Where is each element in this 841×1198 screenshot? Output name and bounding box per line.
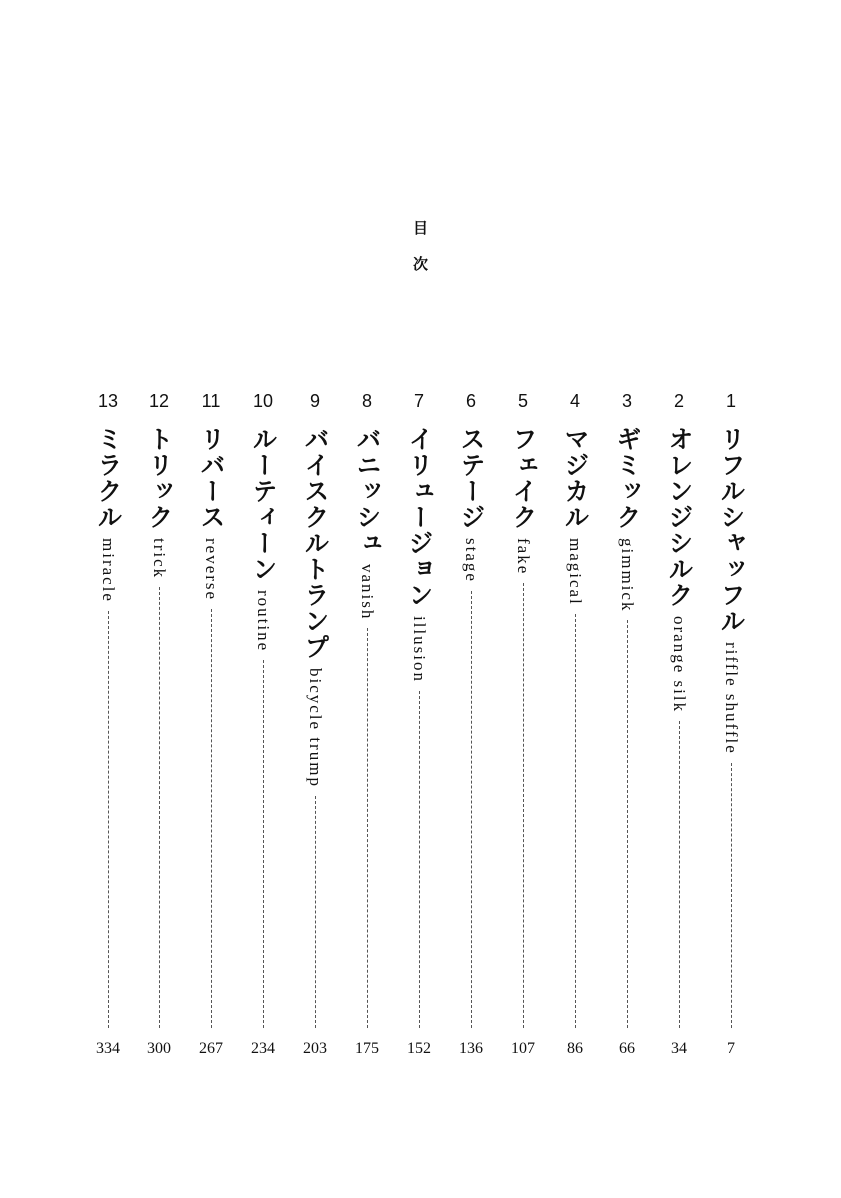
toc-entry-12[interactable] [137,388,181,1068]
toc-entry-5[interactable] [501,388,545,1068]
toc-entry-9[interactable] [293,388,337,1068]
toc-entry-13[interactable] [86,388,130,1068]
chapter-title-jp: ギミック [613,426,642,530]
page-number: 66 [619,1040,635,1057]
chapter-title-en: illusion [410,616,429,684]
chapter-title-en: vanish [358,564,377,621]
page-number: 34 [671,1040,687,1057]
chapter-number: 12 [148,391,170,411]
chapter-number: 5 [517,391,528,411]
page-number: 300 [147,1040,171,1057]
dotted-leader [211,609,212,1028]
dotted-leader [108,611,109,1028]
chapter-title-en: miracle [99,538,118,603]
chapter-title-jp: オレンジシルク [665,426,694,608]
page-number: 7 [727,1040,735,1057]
chapter-number: 6 [465,391,476,411]
chapter-title-en: reverse [202,538,221,602]
chapter-title-jp: ステージ [457,426,486,530]
dotted-leader [575,614,576,1028]
chapter-number: 13 [97,391,119,411]
chapter-title-jp: トリック [145,426,174,530]
dotted-leader [315,796,316,1028]
toc-entry-10[interactable] [241,388,285,1068]
toc-entry-3[interactable] [605,388,649,1068]
toc-entry-1[interactable] [709,388,753,1068]
page-number: 136 [459,1040,483,1057]
page-number: 175 [355,1040,379,1057]
chapter-title-jp: リフルシャッフル [717,426,746,634]
chapter-number: 9 [309,391,320,411]
dotted-leader [263,660,264,1028]
toc-entry-7[interactable] [397,388,441,1068]
chapter-title-jp: リバース [197,426,226,530]
dotted-leader [627,620,628,1028]
chapter-number: 8 [361,391,372,411]
chapter-title-jp: イリュージョン [405,426,434,608]
page-number: 334 [96,1040,120,1057]
chapter-title-en: riffle shuffle [722,642,741,755]
dotted-leader [367,628,368,1028]
chapter-title-jp: ルーティーン [249,426,278,582]
chapter-title-jp: バイスクルトランプ [301,426,330,660]
toc-entry-4[interactable] [553,388,597,1068]
dotted-leader [679,721,680,1028]
chapter-title-en: gimmick [618,538,637,613]
chapter-number: 11 [201,391,221,411]
page-number: 107 [511,1040,535,1057]
page-number: 267 [199,1040,223,1057]
chapter-number: 1 [725,391,736,411]
chapter-number: 2 [673,391,684,411]
chapter-number: 4 [569,391,580,411]
chapter-title-en: orange silk [670,616,689,714]
chapter-number: 10 [252,391,274,411]
chapter-number: 3 [621,391,632,411]
chapter-title-jp: フェイク [509,426,538,530]
chapter-title-en: bicycle trump [306,668,325,788]
toc-entry-11[interactable] [189,388,233,1068]
dotted-leader [523,583,524,1028]
chapter-title-jp: ミラクル [94,426,123,530]
chapter-title-jp: マジカル [561,426,590,530]
toc-title: 目次 [411,220,429,292]
chapter-title-en: routine [254,590,273,653]
toc-entry-2[interactable] [657,388,701,1068]
chapter-title-en: stage [462,538,481,583]
page-number: 86 [567,1040,583,1057]
chapter-title-en: magical [566,538,585,606]
dotted-leader [731,763,732,1028]
dotted-leader [419,691,420,1028]
chapter-number: 7 [413,391,424,411]
chapter-title-en: fake [514,538,533,576]
toc-entry-8[interactable] [345,388,389,1068]
page-number: 152 [407,1040,431,1057]
dotted-leader [471,591,472,1028]
page-number: 234 [251,1040,275,1057]
toc-entry-6[interactable] [449,388,493,1068]
page-number: 203 [303,1040,327,1057]
dotted-leader [159,587,160,1028]
chapter-title-en: trick [150,538,169,580]
chapter-title-jp: バニッシュ [353,426,382,556]
